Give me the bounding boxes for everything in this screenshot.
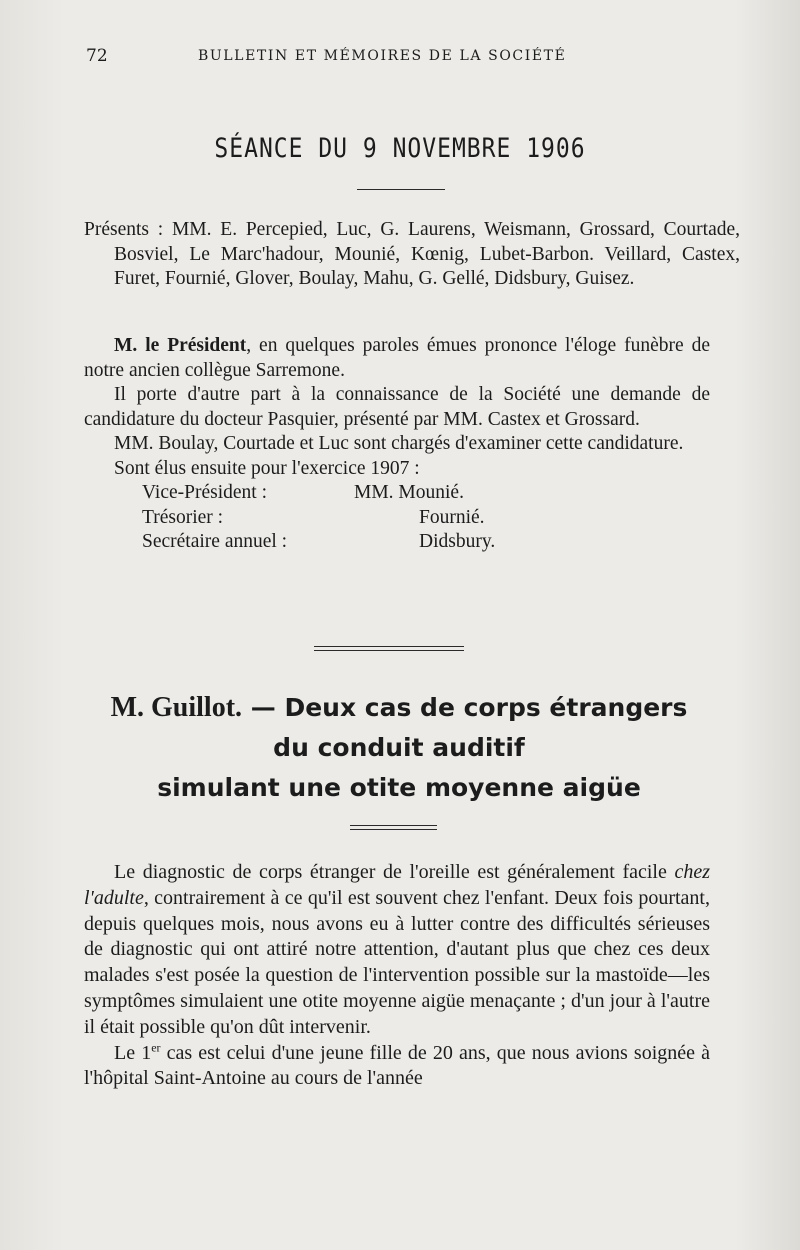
presents-names: MM. E. Percepied, Luc, G. Laurens, Weismann, Grossard, Courtade, Bosviel, Le Marc'hadour, Mounié, Kœnig, Lubet-Barbon. Veillard, Castex, Furet, Fournié, Glover, Boulay, Mahu, G. Gellé, Didsbury, Guisez. bbox=[114, 219, 741, 289]
body-paragraph-2: Le 1er cas est celui d'une jeune fille de 20 ans, que nous avions soignée à l'hôpital Saint-Antoine au cours de l'année bbox=[84, 1039, 710, 1090]
office-holder: MM. Mounié. bbox=[354, 482, 464, 503]
page-number: 72 bbox=[86, 46, 108, 66]
office-row-secretary bbox=[84, 530, 710, 555]
office-role: Secrétaire annuel : bbox=[142, 531, 288, 552]
office-holder: Fournié. bbox=[419, 506, 485, 528]
elected-intro: Sont élus ensuite pour l'exercice 1907 : bbox=[114, 457, 420, 479]
office-holder: Didsbury. bbox=[419, 531, 496, 552]
office-row-vice-president bbox=[84, 481, 710, 506]
session-minutes bbox=[84, 334, 710, 555]
office-role: Vice-Président : bbox=[142, 482, 267, 503]
attendance-list bbox=[84, 218, 740, 292]
body-paragraph-1: Le diagnostic de corps étranger de l'oreille est généralement facile chez l'adulte, contrairement à ce qu'il est souvent chez l'enfant. Deux fois pourtant, depuis quelques mois, nous avons eu à lutter contre des difficultés sérieuses de diagnostic qui ont attiré notre attention, d'autant plus que chez ces deux malades s'est posée la question de l'intervention possible sur la mastoïde—les symptômes simulaient une otite moyenne aigüe menaçante ; d'un jour à l'autre il était possible qu'on dût intervenir. bbox=[84, 861, 710, 1038]
italic-phrase: chez l'adulte bbox=[84, 861, 710, 909]
article-title-line-3: simulant une otite moyenne aigüe bbox=[157, 773, 641, 802]
article-title-line-2: du conduit auditif bbox=[273, 733, 525, 762]
presents-label: Présents : bbox=[84, 219, 164, 240]
candidature-paragraph: Il porte d'autre part à la connaissance de la Société une demande de candidature du docteur Pasquier, présenté par MM. Castex et Grossard. bbox=[84, 384, 710, 430]
article-divider bbox=[350, 825, 437, 830]
article-author: M. Guillot. bbox=[110, 692, 243, 723]
examiners-paragraph: MM. Boulay, Courtade et Luc sont chargés d'examiner cette candidature. bbox=[114, 433, 684, 454]
running-header bbox=[86, 46, 706, 70]
office-row-treasurer bbox=[84, 506, 710, 531]
article-title-part-1: — Deux cas de corps étrangers bbox=[242, 693, 688, 722]
president-label: M. le Président bbox=[114, 335, 247, 356]
article-title bbox=[84, 688, 714, 808]
office-role: Trésorier : bbox=[142, 506, 224, 528]
president-paragraph bbox=[84, 334, 710, 383]
session-title: SÉANCE DU 9 NOVEMBRE 1906 bbox=[214, 134, 586, 164]
section-divider bbox=[314, 646, 464, 651]
article-title-line-1 bbox=[84, 688, 714, 728]
title-rule bbox=[357, 189, 445, 190]
article-body bbox=[84, 860, 710, 1092]
running-title: BULLETIN ET MÉMOIRES DE LA SOCIÉTÉ bbox=[198, 48, 567, 64]
president-text: , en quelques paroles émues prononce l'éloge funèbre de notre ancien collègue Sarremone. bbox=[84, 335, 711, 381]
